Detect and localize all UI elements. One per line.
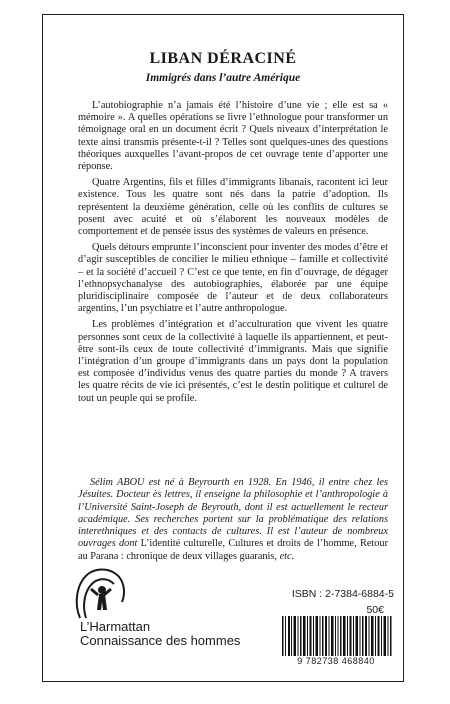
blurb-paragraph: Quatre Argentins, fils et filles d’immigrants libanais, racontent ici leur existence. Tous les quatre sont nés dans la patrie d’adoption. Ils représentent la deuxième génération, celle où les conflits de cultures se posent avec acuité et où s’élaborent les nouveaux modèles de comportement et de pensée issus des systèmes de valeurs en présence. [78,177,388,238]
author-bio-titles: L’identité culturelle, Cultures et droits de l’homme, Retour au Parana : chronique de deux villages guaranis, [78,538,388,562]
author-bio [78,477,388,563]
publisher-block [80,620,240,647]
publisher-series: Connaissance des hommes [80,632,241,648]
book-title: LIBAN DÉRACINÉ [149,50,297,67]
blurb-paragraph: L’autobiographie n’a jamais été l’histoire d’une vie ; elle est sa « mémoire ». A quelles opérations se livre l’ethnologue pour transformer un témoignage oral en un document écrit ? Quels niveaux d’interprétation le texte ainsi transmis présente-t-il ? Telles sont quelques-unes des questions théoriques auxquelles l’avant-propos de cet ouvrage tente d’apporter une réponse. [78,100,388,173]
book-subtitle: Immigrés dans l’autre Amérique [145,72,301,84]
author-bio-ending: etc. [279,550,295,562]
blurb [78,100,388,409]
harmattan-logo [66,560,132,624]
barcode-digits: 9 782738 468840 [274,656,398,668]
author-bio-italic: Sélim ABOU est né à Beyrourth en 1928. En 1946, il entre chez les Jésuites. Docteur ès lettres, il enseigne la philosophie et l’anthropologie à l’Université Saint-Joseph de Beyrouth, dont il est actuellement le recteur académique. Ses recherches portent sur la problématique des relations interethniques et des contacts de cultures. Il est l’auteur de nombreux ouvrages dont [78,477,388,550]
blurb-paragraph: Quels détours emprunte l’inconscient pour inventer des modes d’être et d’agir susceptibles de concilier le milieu ethnique – famille et collectivité – et la société d’accueil ? C’est ce que tente, en fin d’ouvrage, de dégager l’ethnopsychanalyse des autobiographies, élaborée par une équipe pluridisciplinaire composée de l’auteur et de deux collaborateurs argentins, l’un psychiatre et l’autre anthropologue. [78,242,388,315]
author-bio-paragraph [78,477,388,563]
price-label: 50€ [366,604,384,616]
blurb-paragraph: Les problèmes d’intégration et d’acculturation que vivent les quatre personnes sont ceux de la collectivité à laquelle ils appartiennent, et peut-être sont-ils ceux de toute collectivité d’immigrants. Mais que signifie l’intégration d’un groupe d’immigrants dans un pays dont la population est composée d’individus venus des quatre parties du monde ? A travers les quatre récits de vie ici présentés, c’est le destin politique et culturel de tout un peuple qui se profile. [78,319,388,404]
isbn-label: ISBN : 2-7384-6884-5 [291,588,394,600]
publisher-name: L’Harmattan [80,619,151,634]
